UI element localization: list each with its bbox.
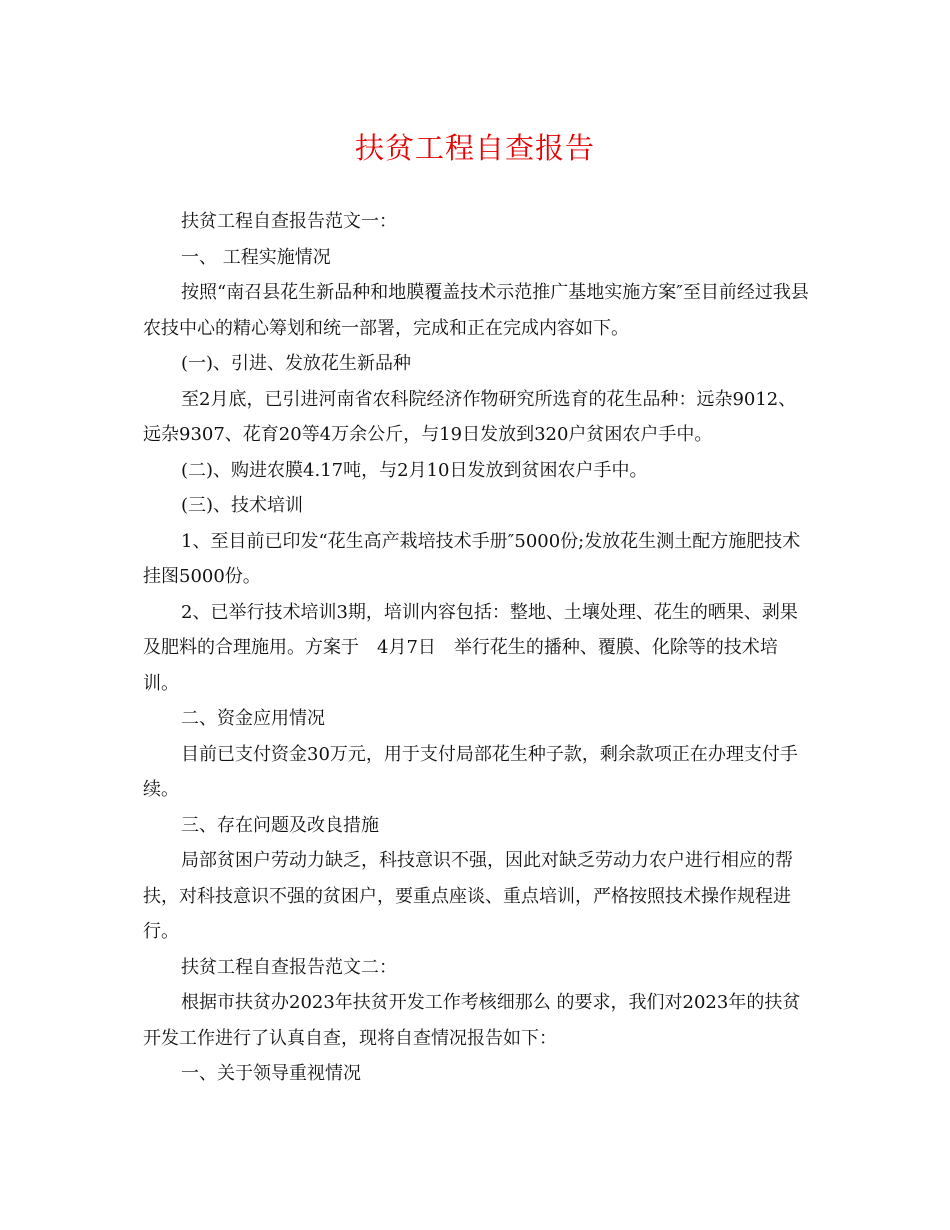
paragraph-film-purchase: (二)、购进农膜4.17吨，与2月10日发放到贫困农户手中。 (181, 459, 648, 481)
paragraph-problems-detail: 局部贫困户劳动力缺乏，科技意识不强，因此对缺乏劳动力农户进行相应的帮扶，对科技意识不强的贫困户，要重点座谈、重点培训，严格按照技术操作规程进行。 (143, 850, 793, 942)
paragraph-training-sessions: 2、已举行技术培训3期，培训内容包括：整地、土壤处理、花生的晒果、剥果及肥料的合理施用。方案于 4月7日 举行花生的播种、覆膜、化除等的技术培训。 (143, 601, 798, 694)
document-title: 扶贫工程自查报告 (354, 131, 595, 165)
paragraph-sample-one-heading: 扶贫工程自查报告范文一： (181, 211, 397, 232)
paragraph-subsection-varieties: (一)、引进、发放花生新品种 (181, 353, 412, 374)
document-body (143, 204, 809, 1092)
paragraph-section-problems: 三、存在问题及改良措施 (181, 814, 379, 836)
paragraph-subsection-training: (三)、技术培训 (181, 495, 304, 516)
paragraph-section-implementation: 一、 工程实施情况 (181, 246, 331, 268)
paragraph-section-leadership: 一、关于领导重视情况 (181, 1063, 361, 1084)
paragraph-training-manuals: 1、至目前已印发“花生高产栽培技术手册″5000份;发放花生测土配方施肥技术挂图5000份。 (143, 530, 801, 587)
paragraph-varieties-detail: 至2月底，已引进河南省农科院经济作物研究所选育的花生品种：远杂9012、远杂9307、花育20等4万余公斤，与19日发放到320户贫困农户手中。 (143, 388, 797, 445)
paragraph-sample-two-heading: 扶贫工程自查报告范文二： (181, 956, 397, 978)
paragraph-funds-detail: 目前已支付资金30万元，用于支付局部花生种子款，剩余款项正在办理支付手续。 (143, 743, 798, 800)
paragraph-section-funds: 二、资金应用情况 (181, 708, 325, 729)
paragraph-sample-two-intro: 根据市扶贫办2023年扶贫开发工作考核细那么 的要求，我们对2023年的扶贫开发工作进行了认真自查，现将自查情况报告如下： (143, 992, 801, 1049)
paragraph-plan-overview: 按照“南召县花生新品种和地膜覆盖技术示范推广基地实施方案″至目前经过我县农技中心的精心筹划和统一部署，完成和正在完成内容如下。 (143, 282, 809, 339)
